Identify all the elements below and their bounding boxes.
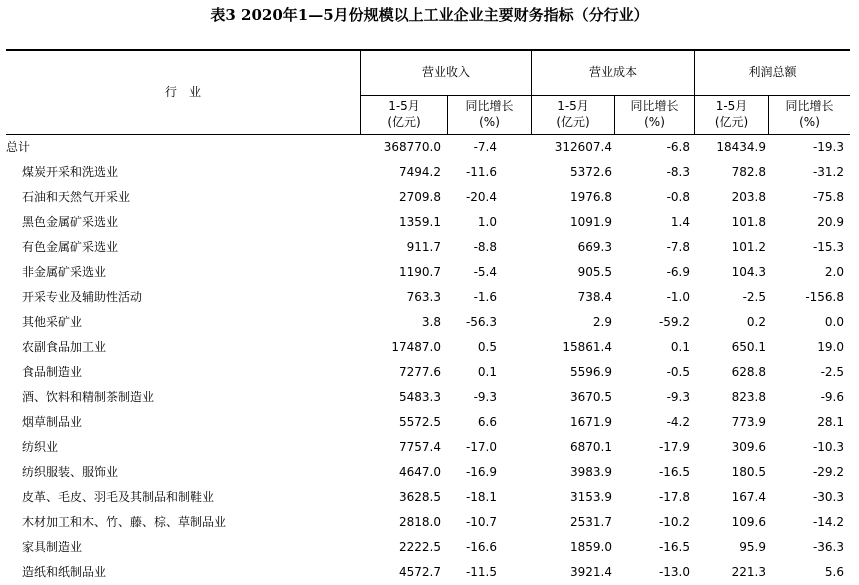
value-cell: 5372.6	[570, 165, 612, 179]
value-cell: 782.8	[731, 165, 766, 179]
value-cell: 650.1	[731, 340, 766, 354]
industry-name: 农副食品加工业	[22, 340, 107, 354]
value-cell: 3921.4	[570, 565, 612, 579]
value-cell: 19.0	[817, 340, 844, 354]
value-cell: 669.3	[577, 240, 612, 254]
table-row	[6, 335, 850, 360]
value-cell: 0.1	[477, 365, 497, 379]
value-cell: 4572.7	[399, 565, 441, 579]
table-row	[6, 235, 850, 260]
value-cell: -14.2	[812, 515, 844, 529]
industry-name: 有色金属矿采选业	[22, 240, 119, 254]
industry-name: 纺织业	[22, 440, 59, 454]
value-cell: 3983.9	[570, 465, 612, 479]
value-cell: -75.8	[812, 190, 844, 204]
value-cell: 2531.7	[570, 515, 612, 529]
value-cell: -8.3	[666, 165, 690, 179]
table-row	[6, 535, 850, 560]
value-cell: -56.3	[465, 315, 497, 329]
value-cell: -9.6	[820, 390, 844, 404]
value-cell: -36.3	[812, 540, 844, 554]
value-cell: -16.6	[465, 540, 497, 554]
table-row	[6, 485, 850, 510]
value-cell: 312607.4	[554, 140, 612, 154]
value-cell: -9.3	[473, 390, 497, 404]
value-cell: 5483.3	[399, 390, 441, 404]
value-cell: 7494.2	[399, 165, 441, 179]
industry-name: 造纸和纸制品业	[22, 565, 107, 579]
value-cell: -10.2	[658, 515, 690, 529]
industry-name: 木材加工和木、竹、藤、棕、草制品业	[22, 515, 227, 529]
industry-name: 纺织服装、服饰业	[22, 465, 119, 479]
value-cell: -1.0	[666, 290, 690, 304]
industry-header: 行 业	[164, 85, 201, 99]
value-cell: 1190.7	[399, 265, 441, 279]
value-cell: 1.0	[477, 215, 497, 229]
group-header-profit: 利润总额	[748, 65, 797, 79]
table-row	[6, 410, 850, 435]
table-row	[6, 435, 850, 460]
value-cell: -31.2	[812, 165, 844, 179]
sub-header-growth: 同比增长 (%)	[785, 99, 834, 129]
value-cell: -10.3	[812, 440, 844, 454]
value-cell: 104.3	[731, 265, 766, 279]
value-cell: 3.8	[421, 315, 441, 329]
value-cell: 2222.5	[399, 540, 441, 554]
value-cell: -59.2	[658, 315, 690, 329]
value-cell: 0.2	[746, 315, 766, 329]
table-top-rule	[6, 49, 850, 51]
value-cell: -30.3	[812, 490, 844, 504]
value-cell: -9.3	[666, 390, 690, 404]
value-cell: 1976.8	[570, 190, 612, 204]
value-cell: -0.5	[666, 365, 690, 379]
industry-name: 煤炭开采和洗选业	[22, 165, 119, 179]
table-row	[6, 135, 850, 160]
value-cell: 180.5	[731, 465, 766, 479]
value-cell: -17.0	[465, 440, 497, 454]
value-cell: 0.0	[824, 315, 844, 329]
value-cell: -0.8	[666, 190, 690, 204]
table-row	[6, 160, 850, 185]
value-cell: -6.9	[666, 265, 690, 279]
value-cell: -17.8	[658, 490, 690, 504]
industry-name: 非金属矿采选业	[22, 265, 107, 279]
value-cell: 1.4	[670, 215, 690, 229]
value-cell: 20.9	[817, 215, 844, 229]
value-cell: 0.1	[670, 340, 690, 354]
table-row	[6, 210, 850, 235]
value-cell: 221.3	[731, 565, 766, 579]
value-cell: -11.5	[465, 565, 497, 579]
value-cell: 4647.0	[399, 465, 441, 479]
industry-name: 黑色金属矿采选业	[22, 215, 119, 229]
industry-name: 家具制造业	[22, 540, 83, 554]
value-cell: 5.6	[824, 565, 844, 579]
value-cell: 3153.9	[570, 490, 612, 504]
table-row	[6, 260, 850, 285]
table-title: 表3 2020年1—5月份规模以上工业企业主要财务指标（分行业）	[210, 6, 649, 24]
value-cell: -156.8	[805, 290, 844, 304]
sub-header-growth: 同比增长 (%)	[465, 99, 514, 129]
table-row	[6, 560, 850, 585]
value-cell: 763.3	[406, 290, 441, 304]
table-row	[6, 510, 850, 535]
value-cell: -7.4	[473, 140, 497, 154]
value-cell: -19.3	[812, 140, 844, 154]
value-cell: 2.0	[824, 265, 844, 279]
value-cell: -4.2	[666, 415, 690, 429]
value-cell: -18.1	[465, 490, 497, 504]
value-cell: 167.4	[731, 490, 766, 504]
industry-name: 石油和天然气开采业	[22, 190, 131, 204]
value-cell: 628.8	[731, 365, 766, 379]
table-row	[6, 385, 850, 410]
table-row	[6, 185, 850, 210]
value-cell: 905.5	[577, 265, 612, 279]
value-cell: 17487.0	[391, 340, 441, 354]
value-cell: 3628.5	[399, 490, 441, 504]
value-cell: 203.8	[731, 190, 766, 204]
value-cell: 7757.4	[399, 440, 441, 454]
value-cell: 1859.0	[570, 540, 612, 554]
group-header-cost: 营业成本	[588, 65, 637, 79]
value-cell: -17.9	[658, 440, 690, 454]
value-cell: 95.9	[739, 540, 766, 554]
value-cell: 18434.9	[716, 140, 766, 154]
value-cell: -16.5	[658, 540, 690, 554]
industry-name: 其他采矿业	[22, 315, 83, 329]
value-cell: 5572.5	[399, 415, 441, 429]
value-cell: -20.4	[465, 190, 497, 204]
value-cell: 2.9	[592, 315, 612, 329]
sub-header-period: 1-5月 (亿元)	[714, 99, 749, 129]
table-row	[6, 360, 850, 385]
industry-name: 酒、饮料和精制茶制造业	[22, 390, 155, 404]
value-cell: 6870.1	[570, 440, 612, 454]
value-cell: -8.8	[473, 240, 497, 254]
value-cell: 368770.0	[383, 140, 441, 154]
value-cell: 823.8	[731, 390, 766, 404]
value-cell: -16.9	[465, 465, 497, 479]
value-cell: -15.3	[812, 240, 844, 254]
value-cell: -5.4	[473, 265, 497, 279]
value-cell: 3670.5	[570, 390, 612, 404]
value-cell: 28.1	[817, 415, 844, 429]
value-cell: 1091.9	[570, 215, 612, 229]
table-row	[6, 285, 850, 310]
value-cell: 0.5	[477, 340, 497, 354]
value-cell: 2818.0	[399, 515, 441, 529]
value-cell: -13.0	[658, 565, 690, 579]
value-cell: -11.6	[465, 165, 497, 179]
value-cell: 2709.8	[399, 190, 441, 204]
industry-name: 食品制造业	[22, 365, 83, 379]
table-row	[6, 460, 850, 485]
sub-header-growth: 同比增长 (%)	[630, 99, 679, 129]
value-cell: 101.8	[731, 215, 766, 229]
value-cell: 738.4	[577, 290, 612, 304]
value-cell: -7.8	[666, 240, 690, 254]
industry-name: 开采专业及辅助性活动	[22, 290, 143, 304]
value-cell: 1359.1	[399, 215, 441, 229]
table-row	[6, 310, 850, 335]
industry-name: 烟草制品业	[22, 415, 83, 429]
value-cell: 911.7	[406, 240, 441, 254]
industry-name: 总计	[6, 140, 31, 154]
value-cell: 109.6	[731, 515, 766, 529]
value-cell: 1671.9	[570, 415, 612, 429]
value-cell: -1.6	[473, 290, 497, 304]
value-cell: -10.7	[465, 515, 497, 529]
value-cell: 309.6	[731, 440, 766, 454]
value-cell: -6.8	[666, 140, 690, 154]
value-cell: 15861.4	[562, 340, 612, 354]
value-cell: 101.2	[731, 240, 766, 254]
industry-name: 皮革、毛皮、羽毛及其制品和制鞋业	[22, 490, 215, 504]
value-cell: -2.5	[742, 290, 766, 304]
value-cell: -16.5	[658, 465, 690, 479]
value-cell: 7277.6	[399, 365, 441, 379]
sub-header-period: 1-5月 (亿元)	[387, 99, 421, 129]
value-cell: -2.5	[820, 365, 844, 379]
header-group-rule	[360, 95, 850, 96]
value-cell: 6.6	[477, 415, 497, 429]
value-cell: -29.2	[812, 465, 844, 479]
value-cell: 5596.9	[570, 365, 612, 379]
value-cell: 773.9	[731, 415, 766, 429]
group-header-revenue: 营业收入	[421, 65, 470, 79]
sub-header-period: 1-5月 (亿元)	[556, 99, 590, 129]
